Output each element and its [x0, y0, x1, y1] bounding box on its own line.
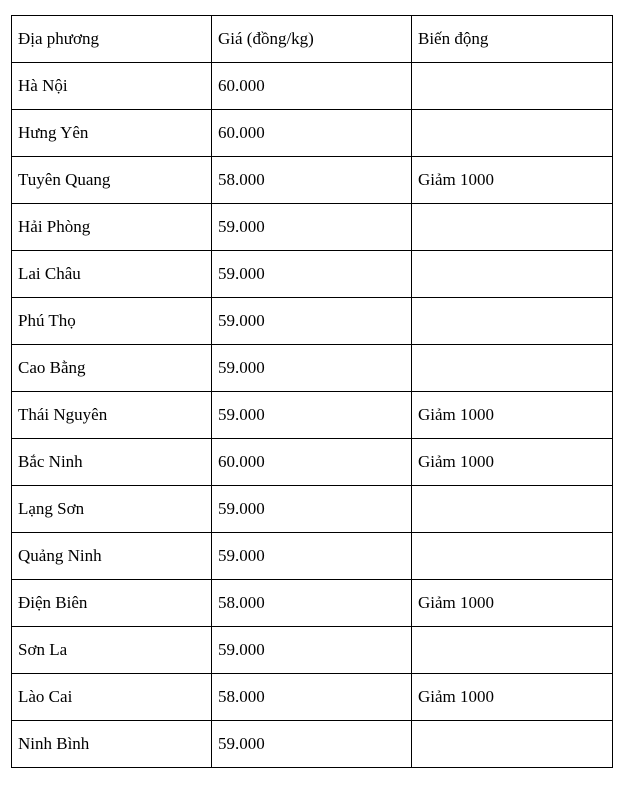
price-cell: 59.000 [212, 298, 412, 345]
locality-cell: Hà Nội [12, 63, 212, 110]
table-header-row [12, 16, 613, 63]
table-row [12, 486, 613, 533]
table-row [12, 251, 613, 298]
locality-cell: Cao Bằng [12, 345, 212, 392]
change-cell [412, 486, 613, 533]
price-cell: 60.000 [212, 110, 412, 157]
price-cell: 60.000 [212, 439, 412, 486]
price-cell: 59.000 [212, 721, 412, 768]
locality-cell: Bắc Ninh [12, 439, 212, 486]
change-cell [412, 721, 613, 768]
header-price: Giá (đồng/kg) [212, 16, 412, 63]
change-cell [412, 110, 613, 157]
table-row [12, 674, 613, 721]
price-cell: 59.000 [212, 204, 412, 251]
change-cell [412, 204, 613, 251]
table-row [12, 627, 613, 674]
locality-cell: Tuyên Quang [12, 157, 212, 204]
change-cell [412, 345, 613, 392]
change-cell: Giảm 1000 [412, 674, 613, 721]
price-cell: 58.000 [212, 157, 412, 204]
table-row [12, 110, 613, 157]
price-cell: 60.000 [212, 63, 412, 110]
table-row [12, 580, 613, 627]
header-locality: Địa phương [12, 16, 212, 63]
price-cell: 58.000 [212, 580, 412, 627]
table-row [12, 439, 613, 486]
change-cell [412, 251, 613, 298]
locality-cell: Lào Cai [12, 674, 212, 721]
table-body [12, 63, 613, 768]
locality-cell: Ninh Bình [12, 721, 212, 768]
change-cell [412, 63, 613, 110]
table-row [12, 721, 613, 768]
price-cell: 59.000 [212, 627, 412, 674]
table-row [12, 157, 613, 204]
price-cell: 59.000 [212, 533, 412, 580]
change-cell [412, 533, 613, 580]
price-table-container [11, 15, 613, 768]
locality-cell: Thái Nguyên [12, 392, 212, 439]
locality-cell: Sơn La [12, 627, 212, 674]
price-cell: 59.000 [212, 345, 412, 392]
change-cell: Giảm 1000 [412, 392, 613, 439]
header-change: Biến động [412, 16, 613, 63]
change-cell: Giảm 1000 [412, 439, 613, 486]
change-cell: Giảm 1000 [412, 157, 613, 204]
price-cell: 59.000 [212, 486, 412, 533]
change-cell [412, 298, 613, 345]
table-row [12, 204, 613, 251]
locality-cell: Hải Phòng [12, 204, 212, 251]
locality-cell: Điện Biên [12, 580, 212, 627]
locality-cell: Quảng Ninh [12, 533, 212, 580]
price-cell: 58.000 [212, 674, 412, 721]
locality-cell: Hưng Yên [12, 110, 212, 157]
table-row [12, 63, 613, 110]
change-cell [412, 627, 613, 674]
table-row [12, 392, 613, 439]
table-row [12, 345, 613, 392]
table-row [12, 533, 613, 580]
price-cell: 59.000 [212, 392, 412, 439]
table-row [12, 298, 613, 345]
locality-cell: Lai Châu [12, 251, 212, 298]
change-cell: Giảm 1000 [412, 580, 613, 627]
locality-cell: Lạng Sơn [12, 486, 212, 533]
price-table [11, 15, 613, 768]
price-cell: 59.000 [212, 251, 412, 298]
locality-cell: Phú Thọ [12, 298, 212, 345]
